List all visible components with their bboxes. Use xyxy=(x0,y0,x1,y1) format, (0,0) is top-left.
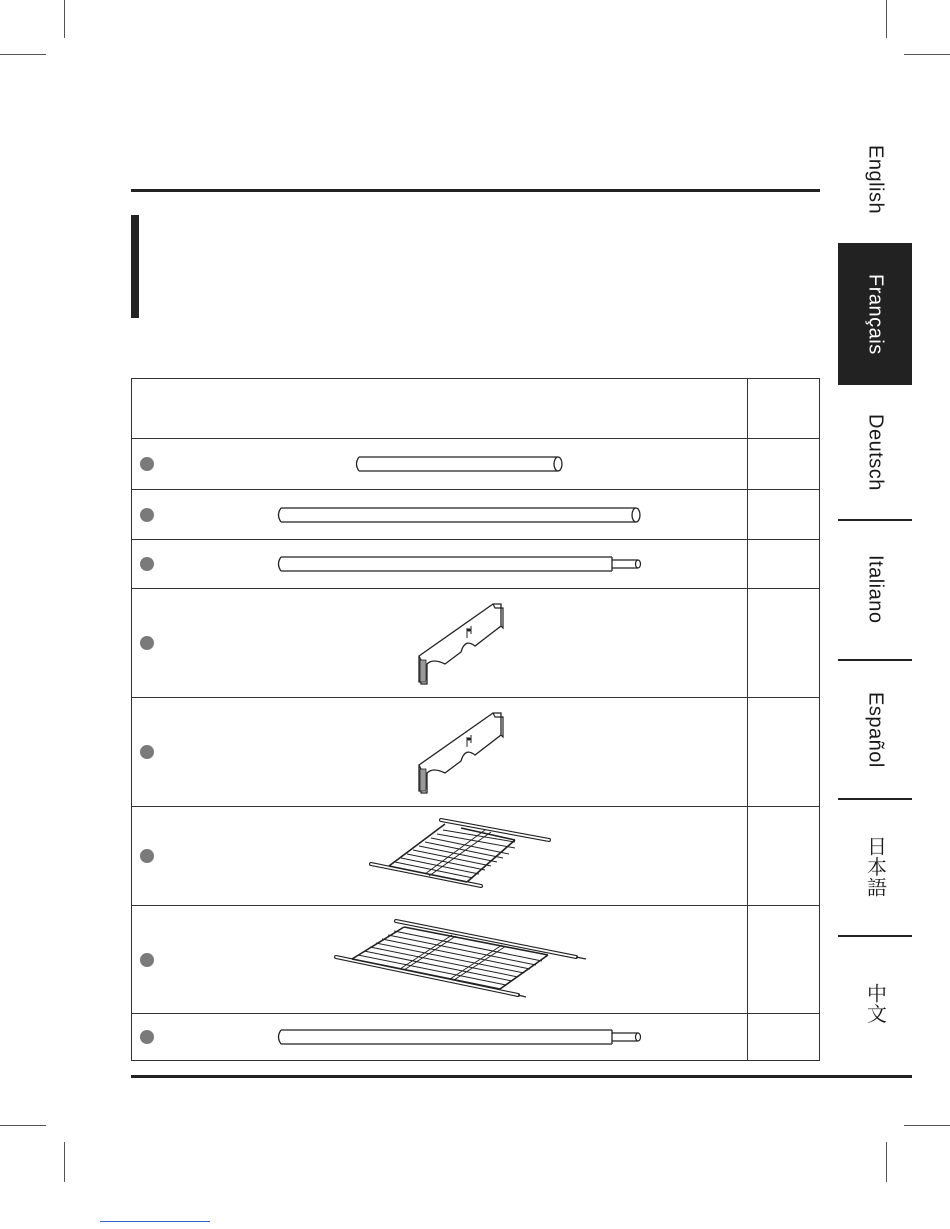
tab-espanol-label: Español xyxy=(864,691,887,768)
part-cell xyxy=(132,698,748,807)
header-rule xyxy=(131,189,820,192)
crop-mark xyxy=(904,54,950,55)
footer-rule xyxy=(131,1075,912,1078)
quantity-cell xyxy=(748,906,820,1014)
tab-italiano-label: Italiano xyxy=(864,555,887,624)
table-row xyxy=(132,439,820,490)
crop-mark xyxy=(886,1142,887,1182)
section-marker xyxy=(131,215,139,318)
part-bullet xyxy=(140,636,154,650)
part-cell xyxy=(132,439,748,490)
crop-mark xyxy=(0,54,46,55)
quantity-cell xyxy=(748,807,820,906)
parts-list-table xyxy=(131,378,820,1061)
part-bullet xyxy=(140,1030,154,1044)
tab-espanol[interactable] xyxy=(838,662,912,797)
table-row xyxy=(132,1014,820,1061)
quantity-cell xyxy=(748,589,820,698)
description-header-cell xyxy=(132,379,748,439)
part-cell xyxy=(132,589,748,698)
tab-japanese-label: 日本語 xyxy=(863,836,886,898)
part-cell xyxy=(132,540,748,589)
tab-english-label: English xyxy=(864,145,887,215)
part-bullet xyxy=(140,953,154,967)
quantity-cell xyxy=(748,490,820,540)
table-header-row xyxy=(132,379,820,439)
crop-mark xyxy=(64,1142,65,1182)
tab-italiano[interactable] xyxy=(838,522,912,657)
tab-chinese[interactable] xyxy=(838,938,912,1068)
tab-chinese-label: 中文 xyxy=(863,982,886,1024)
tab-english[interactable] xyxy=(838,130,912,230)
quantity-header-cell xyxy=(748,379,820,439)
part-cell xyxy=(132,1014,748,1061)
part-bullet xyxy=(140,508,154,522)
tab-japanese[interactable] xyxy=(838,801,912,933)
table-row xyxy=(132,807,820,906)
tab-deutsch[interactable] xyxy=(838,388,912,516)
part-cell xyxy=(132,490,748,540)
short-tube-icon xyxy=(354,454,566,474)
crop-mark xyxy=(904,1125,950,1126)
part-bullet xyxy=(140,557,154,571)
part-bullet xyxy=(140,457,154,471)
crop-mark xyxy=(64,0,65,38)
large-wire-shelf-icon xyxy=(330,917,590,1003)
quantity-cell xyxy=(748,540,820,589)
small-wire-shelf-icon xyxy=(365,816,555,896)
part-cell xyxy=(132,807,748,906)
quantity-cell xyxy=(748,698,820,807)
footer-link-underline xyxy=(100,1221,210,1222)
part-bullet xyxy=(140,849,154,863)
side-bracket-icon xyxy=(405,598,515,688)
table-row xyxy=(132,698,820,807)
quantity-cell xyxy=(748,1014,820,1061)
tab-divider xyxy=(838,659,912,661)
tab-divider xyxy=(838,519,912,521)
side-bracket-icon xyxy=(405,707,515,797)
tube-with-connector-icon xyxy=(276,1028,644,1046)
crop-mark xyxy=(886,0,887,38)
part-cell xyxy=(132,906,748,1014)
tab-deutsch-label: Deutsch xyxy=(864,413,887,491)
tube-with-connector-icon xyxy=(276,555,644,573)
table-row xyxy=(132,540,820,589)
tab-francais[interactable] xyxy=(838,243,912,385)
long-tube-icon xyxy=(276,506,644,524)
tab-divider xyxy=(838,798,912,800)
part-bullet xyxy=(140,745,154,759)
quantity-cell xyxy=(748,439,820,490)
tab-francais-label: Français xyxy=(864,273,887,355)
crop-mark xyxy=(0,1125,46,1126)
table-row xyxy=(132,589,820,698)
table-row xyxy=(132,906,820,1014)
tab-divider xyxy=(838,935,912,937)
table-row xyxy=(132,490,820,540)
